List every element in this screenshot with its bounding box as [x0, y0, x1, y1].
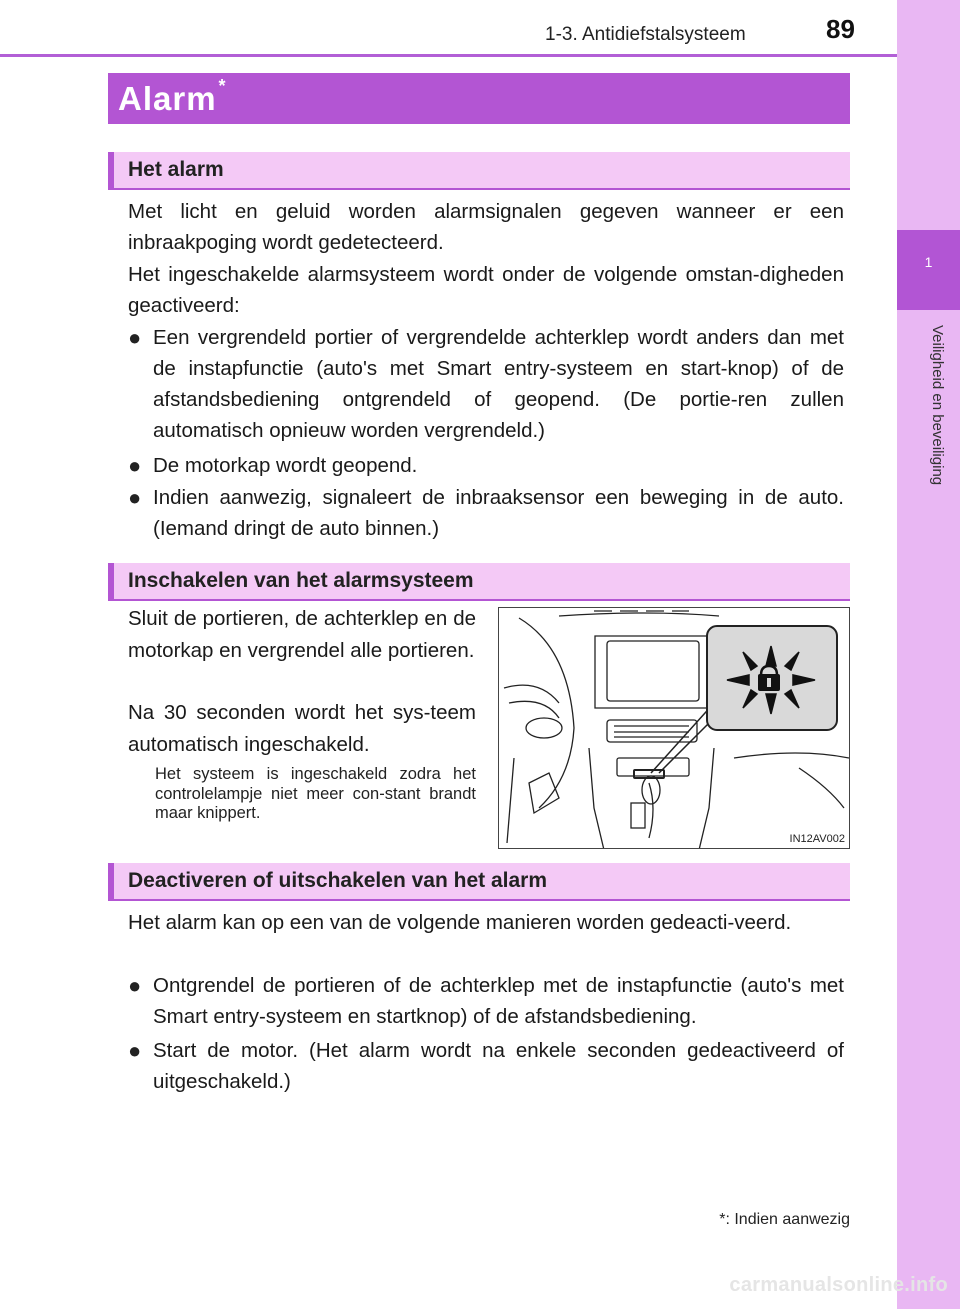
illustration-code: IN12AV002 [789, 833, 845, 845]
bullet-item: Ontgrendel de portieren of de achterklep met de instapfunctie (auto's met Smart entry-systeem en startknop) of de afstandsbediening. [153, 974, 844, 1028]
title-marker: * [218, 76, 227, 96]
page-title-bar [108, 73, 850, 124]
page-title-text: Alarm [118, 80, 217, 117]
bullet-dot: ● [128, 973, 142, 998]
section-heading-text: Deactiveren of uitschakelen van het alarm [128, 869, 548, 892]
chapter-title: Veiligheid en beveiliging [929, 325, 946, 486]
dashboard-illustration [498, 607, 850, 849]
paragraph-arm-steps: Sluit de portieren, de achterklep en de motorkap en vergrendel alle portieren. [128, 607, 476, 662]
bullet-item: Een vergrendeld portier of vergrendelde achterklep wordt anders dan met de instapfunctie (auto's met Smart entry-systeem en start-knop) of de afstandsbediening ontgrendeld of geopend. (De portie-ren zullen automatisch opnieuw worden vergrendeld.) [153, 326, 844, 442]
section-heading-inschakelen [108, 563, 850, 599]
bullet-item: Indien aanwezig, signaleert de inbraaksensor een beweging in de auto. (Iemand dringt de auto binnen.) [153, 486, 844, 540]
watermark: carmanualsonline.info [729, 1274, 948, 1296]
paragraph-intro: Met licht en geluid worden alarmsignalen gegeven wanneer er een inbraakpoging wordt gedetecteerd. [128, 200, 844, 254]
header-rule [0, 54, 897, 57]
section-heading-text: Het alarm [128, 158, 224, 181]
bullet-dot: ● [128, 453, 142, 478]
page-title [118, 76, 227, 118]
paragraph-arm-delay: Na 30 seconden wordt het sys-teem automatisch ingeschakeld. [128, 701, 476, 756]
bullet-item: Start de motor. (Het alarm wordt na enkele seconden gedeactiveerd of uitgeschakeld.) [153, 1039, 844, 1093]
section-heading-text: Inschakelen van het alarmsysteem [128, 569, 474, 592]
dashboard-drawing [499, 608, 850, 849]
footnote [719, 1211, 850, 1229]
footnote-text: : Indien aanwezig [725, 1211, 850, 1228]
chapter-number: 1 [924, 254, 933, 270]
footnote-marker: * [719, 1211, 726, 1228]
section-heading-het-alarm [108, 152, 850, 188]
chapter-tab[interactable] [897, 230, 960, 310]
side-strip [897, 0, 960, 1309]
note-indicator: Het systeem is ingeschakeld zodra het controlelampje niet meer con-stant brandt maar knippert. [155, 765, 476, 822]
section-heading-deactiveren [108, 863, 850, 899]
bullet-item: De motorkap wordt geopend. [153, 454, 418, 477]
paragraph-conditions: Het ingeschakelde alarmsysteem wordt onder de volgende omstan-digheden geactiveerd: [128, 263, 844, 317]
bullet-dot: ● [128, 485, 142, 510]
bullet-dot: ● [128, 325, 142, 350]
bullet-dot: ● [128, 1038, 142, 1063]
page-number: 89 [826, 14, 855, 44]
paragraph-deactivate-intro: Het alarm kan op een van de volgende manieren worden gedeacti-veerd. [128, 911, 792, 934]
section-reference: 1-3. Antidiefstalsysteem [545, 24, 746, 45]
